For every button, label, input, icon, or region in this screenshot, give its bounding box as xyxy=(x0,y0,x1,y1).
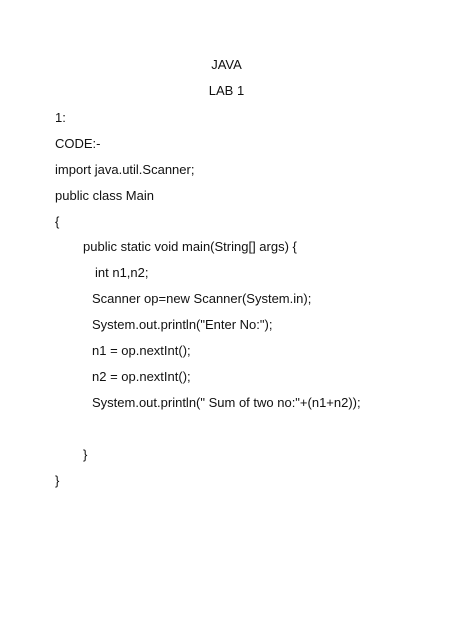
code-line: public static void main(String[] args) { xyxy=(83,239,297,254)
item-number: 1: xyxy=(55,110,66,125)
code-line: { xyxy=(55,214,60,229)
code-line: int n1,n2; xyxy=(95,265,149,280)
code-line: n1 = op.nextInt(); xyxy=(92,343,191,358)
code-line: System.out.println(" Sum of two no:"+(n1+n2)); xyxy=(92,395,361,410)
code-label: CODE:- xyxy=(55,136,101,151)
document-title: JAVA xyxy=(211,57,242,72)
code-line: n2 = op.nextInt(); xyxy=(92,369,191,384)
code-line: } xyxy=(55,473,60,488)
code-line: Scanner op=new Scanner(System.in); xyxy=(92,291,312,306)
code-line: } xyxy=(83,447,88,462)
code-line: System.out.println("Enter No:"); xyxy=(92,317,273,332)
code-line: import java.util.Scanner; xyxy=(55,162,195,177)
document-subtitle: LAB 1 xyxy=(208,83,245,98)
code-line: public class Main xyxy=(55,188,154,203)
